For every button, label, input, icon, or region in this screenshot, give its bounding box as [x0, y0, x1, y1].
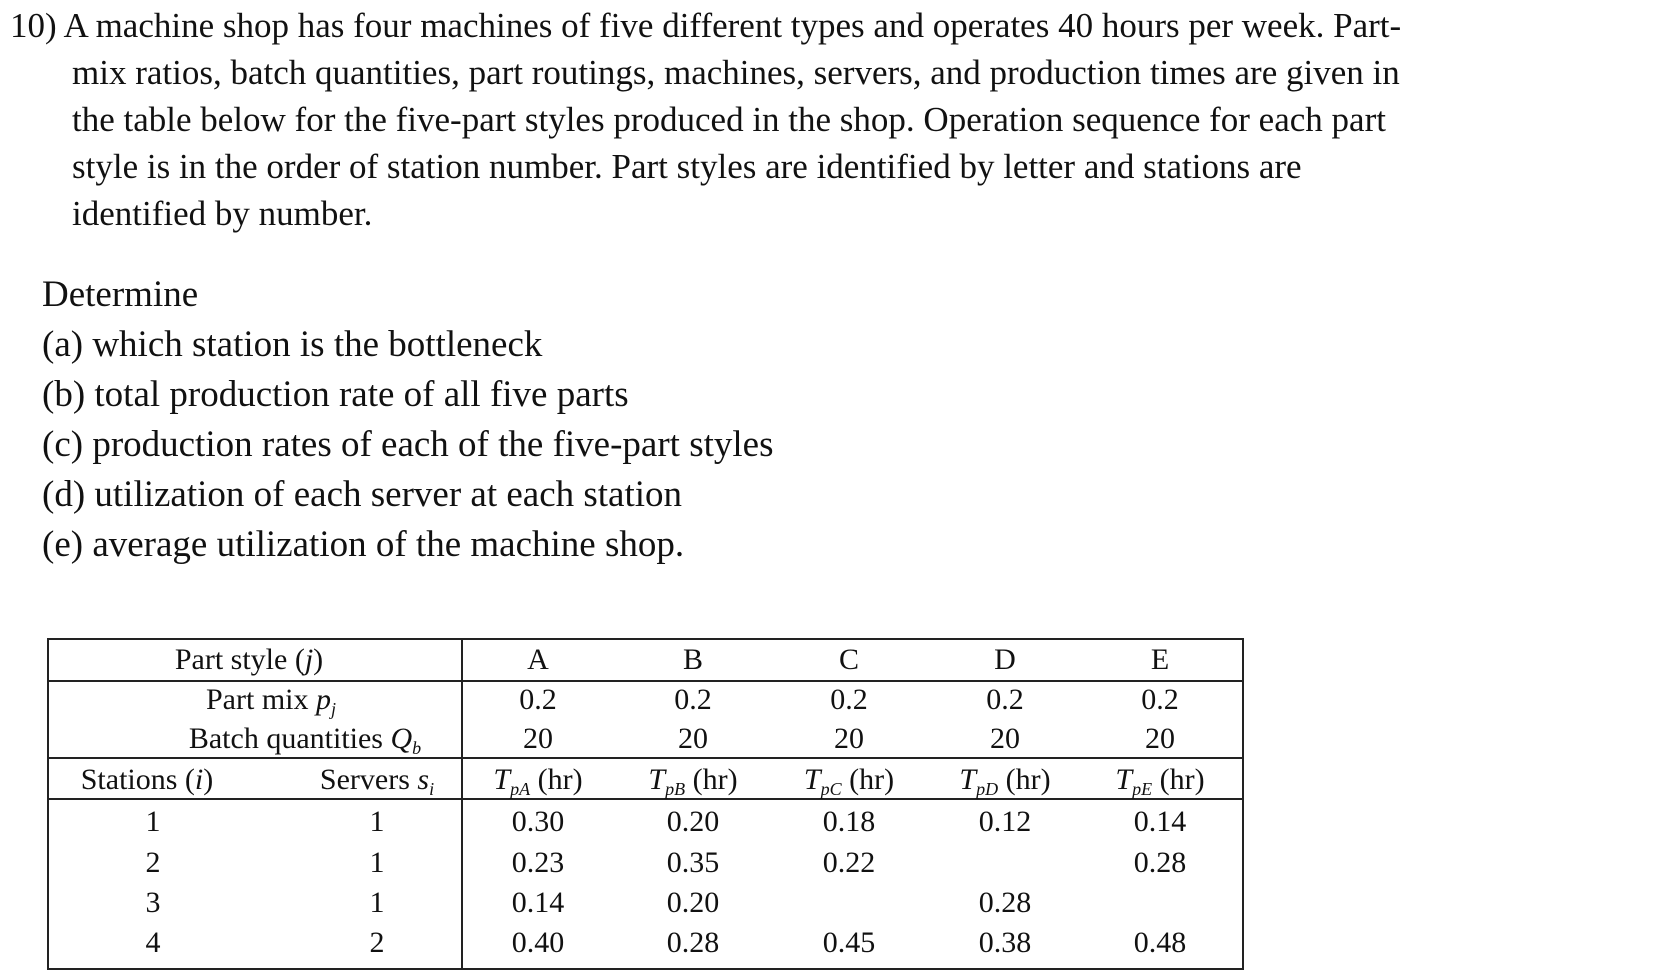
- time-value: 0.12: [978, 805, 1032, 838]
- server-count: 2: [369, 926, 385, 959]
- time-value: 0.23: [511, 846, 565, 879]
- part-mix-value: 0.2: [674, 683, 712, 716]
- determine-item: (e) average utilization of the machine shop.: [42, 524, 685, 565]
- time-value: 0.20: [666, 805, 720, 838]
- station-number: 4: [145, 926, 161, 959]
- determine-item: (a) which station is the bottleneck: [42, 324, 543, 365]
- station-number: 2: [145, 846, 161, 879]
- time-value: 0.14: [1133, 805, 1187, 838]
- time-value: 0.28: [1133, 846, 1187, 879]
- determine-item: (b) total production rate of all five parts: [42, 374, 629, 415]
- batch-quantity-value: 20: [990, 722, 1020, 755]
- problem-line: mix ratios, batch quantities, part routings, machines, servers, and production times are given in: [72, 53, 1400, 92]
- part-mix-value: 0.2: [519, 683, 557, 716]
- time-value: 0.28: [978, 886, 1032, 919]
- problem-statement: [10, 2, 1660, 237]
- time-value: 0.18: [822, 805, 876, 838]
- server-count: 1: [369, 846, 385, 879]
- part-style-header: Part style (j): [174, 643, 324, 676]
- time-value: 0.48: [1133, 926, 1187, 959]
- part-letter: A: [527, 643, 549, 676]
- table-divider-vertical: [461, 640, 463, 968]
- stations-header: Stations (i): [80, 763, 214, 796]
- batch-quantity-value: 20: [834, 722, 864, 755]
- server-count: 1: [369, 805, 385, 838]
- processing-time-header: $T_{pB}$ (hr): [648, 763, 738, 799]
- part-mix-value: 0.2: [830, 683, 868, 716]
- time-value: 0.40: [511, 926, 565, 959]
- part-mix-value: 0.2: [986, 683, 1024, 716]
- problem-line: identified by number.: [72, 194, 373, 233]
- processing-time-header: $T_{pC}$ (hr): [803, 763, 895, 799]
- processing-time-header: $T_{pA}$ (hr): [493, 763, 583, 799]
- problem-line: 10) A machine shop has four machines of five different types and operates 40 hours per week. Part-: [10, 6, 1402, 45]
- batch-quantity-value: 20: [678, 722, 708, 755]
- batch-quantity-value: 20: [1145, 722, 1175, 755]
- time-value: 0.14: [511, 886, 565, 919]
- determine-item: (d) utilization of each server at each station: [42, 474, 683, 515]
- determine-heading: Determine: [42, 274, 199, 315]
- determine-section: [42, 270, 773, 570]
- time-value: 0.20: [666, 886, 720, 919]
- production-data-table: [47, 638, 1244, 970]
- batch-quantity-value: 20: [523, 722, 553, 755]
- station-number: 3: [145, 886, 161, 919]
- part-mix-value: 0.2: [1141, 683, 1179, 716]
- time-value: 0.30: [511, 805, 565, 838]
- time-value: 0.38: [978, 926, 1032, 959]
- processing-time-header: $T_{pE}$ (hr): [1115, 763, 1205, 799]
- time-value: 0.45: [822, 926, 876, 959]
- time-value: 0.22: [822, 846, 876, 879]
- problem-line: the table below for the five-part styles produced in the shop. Operation sequence for each part: [72, 100, 1386, 139]
- servers-header: Servers $s_i$: [319, 763, 435, 799]
- part-letter: B: [682, 643, 704, 676]
- table-divider-horizontal: [49, 798, 1242, 800]
- station-number: 1: [145, 805, 161, 838]
- problem-line: style is in the order of station number. Part styles are identified by letter and stations are: [72, 147, 1302, 186]
- batch-quantities-header: Batch quantities $Q_b$: [188, 722, 422, 758]
- part-mix-header: Part mix $p_j$: [205, 683, 337, 719]
- time-value: 0.28: [666, 926, 720, 959]
- server-count: 1: [369, 886, 385, 919]
- determine-item: (c) production rates of each of the five-part styles: [42, 424, 774, 465]
- processing-time-header: $T_{pD}$ (hr): [959, 763, 1051, 799]
- part-letter: E: [1150, 643, 1170, 676]
- time-value: 0.35: [666, 846, 720, 879]
- part-letter: D: [994, 643, 1016, 676]
- part-letter: C: [838, 643, 860, 676]
